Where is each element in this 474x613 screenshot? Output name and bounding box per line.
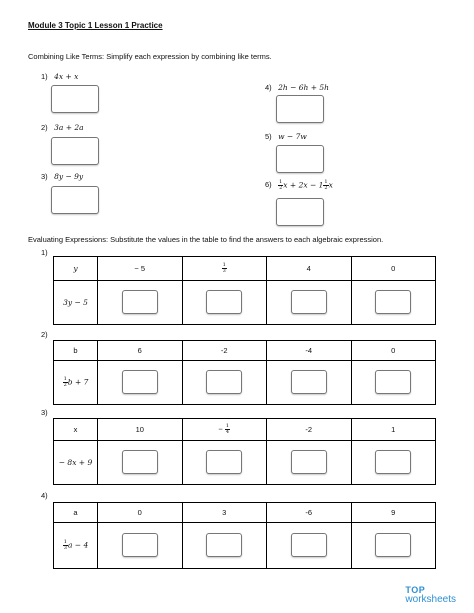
problem-5 [265,132,307,141]
logo-line-1: TOP [405,585,426,595]
value-cell: -2 [267,419,352,441]
problem-number: 1) [41,72,48,81]
answer-cell [182,281,267,325]
answer-box[interactable] [291,370,327,394]
answer-box-2[interactable] [51,137,99,165]
table-row-values [54,341,436,361]
answer-box[interactable] [122,290,158,314]
variable-cell: a [54,503,98,523]
answer-cell [267,441,352,485]
answer-box[interactable] [375,450,411,474]
answer-cell [182,441,267,485]
answer-cell [351,523,436,569]
table-row-answers [54,361,436,405]
value-cell: -6 [267,503,352,523]
evaluation-table-1 [53,256,436,325]
answer-box[interactable] [206,290,242,314]
problem-4 [265,83,329,92]
variable-cell: b [54,341,98,361]
topworksheets-logo [405,586,456,605]
table-row-answers [54,523,436,569]
problem-expression: w − 7w [278,132,307,141]
answer-cell [267,361,352,405]
answer-box[interactable] [122,450,158,474]
problem-number: 6) [265,180,272,190]
table-number: 3) [41,408,48,417]
answer-box-1[interactable] [51,85,99,113]
value-cell: 10 [98,419,183,441]
answer-cell [98,523,183,569]
value-cell: 6 [98,341,183,361]
table-row-values [54,503,436,523]
problem-number: 4) [265,83,272,92]
answer-cell [98,281,183,325]
answer-box-5[interactable] [276,145,324,173]
answer-box[interactable] [375,370,411,394]
problem-6: 6) $\frac{1}{2}$ x + 2x − 1 $\frac{1}{2}$ x [265,179,333,191]
answer-cell [267,281,352,325]
problem-expression: 8y − 9y [54,172,84,181]
logo-line-2: worksheets [405,594,456,605]
value-cell: 1 [351,419,436,441]
table-number: 4) [41,491,48,500]
fraction: $\frac{1}{2}$ [324,179,328,191]
problem-number: 5) [265,132,272,141]
expression-cell: $\frac{1}{2}$ b + 7 [54,361,98,405]
answer-cell [351,361,436,405]
value-cell: − $\frac{1}{4}$ [182,419,267,441]
table-row-answers [54,281,436,325]
fraction: $\frac{1}{2}$ [279,179,283,191]
evaluation-table-3 [53,418,436,485]
answer-box[interactable] [122,533,158,557]
table-number: 2) [41,330,48,339]
evaluating-instructions: Evaluating Expressions: Substitute the values in the table to find the answers to each algebraic expression. [28,235,384,244]
value-cell: 0 [98,503,183,523]
answer-cell [98,361,183,405]
page-title: Module 3 Topic 1 Lesson 1 Practice [28,21,163,30]
answer-cell [267,523,352,569]
problem-3 [41,172,83,181]
answer-box[interactable] [122,370,158,394]
expression-cell: 3y − 5 [54,281,98,325]
expression-cell: − 8x + 9 [54,441,98,485]
value-cell: -4 [267,341,352,361]
value-cell: 4 [267,257,352,281]
problem-expression: 2h − 6h + 5h [278,83,330,92]
answer-box[interactable] [291,290,327,314]
answer-box[interactable] [206,370,242,394]
problem-number: 2) [41,123,48,132]
value-cell: 9 [351,503,436,523]
value-cell: 0 [351,257,436,281]
expression-cell: $\frac{1}{3}$ a − 4 [54,523,98,569]
value-cell: − 5 [98,257,183,281]
variable-cell: x [54,419,98,441]
answer-cell [351,441,436,485]
evaluation-table-2 [53,340,436,405]
problem-2 [41,123,84,132]
answer-box[interactable] [375,533,411,557]
answer-box-6[interactable] [276,198,324,226]
table-row-values [54,419,436,441]
answer-box[interactable] [291,450,327,474]
problem-expression: 3a + 2a [54,123,84,132]
answer-box-3[interactable] [51,186,99,214]
answer-box[interactable] [375,290,411,314]
problem-expression: 4x + x [54,72,79,81]
table-row-values [54,257,436,281]
answer-box[interactable] [206,533,242,557]
value-cell: 3 [182,503,267,523]
value-cell: $\frac{1}{3}$ [182,257,267,281]
answer-cell [182,361,267,405]
answer-cell [351,281,436,325]
variable-cell: y [54,257,98,281]
problem-number: 3) [41,172,48,181]
answer-box[interactable] [291,533,327,557]
answer-cell [98,441,183,485]
answer-box-4[interactable] [276,95,324,123]
combining-instructions: Combining Like Terms: Simplify each expression by combining like terms. [28,52,272,61]
answer-box[interactable] [206,450,242,474]
table-number: 1) [41,248,48,257]
answer-cell [182,523,267,569]
evaluation-table-4 [53,502,436,569]
table-row-answers [54,441,436,485]
value-cell: 0 [351,341,436,361]
value-cell: -2 [182,341,267,361]
problem-1 [41,72,78,81]
